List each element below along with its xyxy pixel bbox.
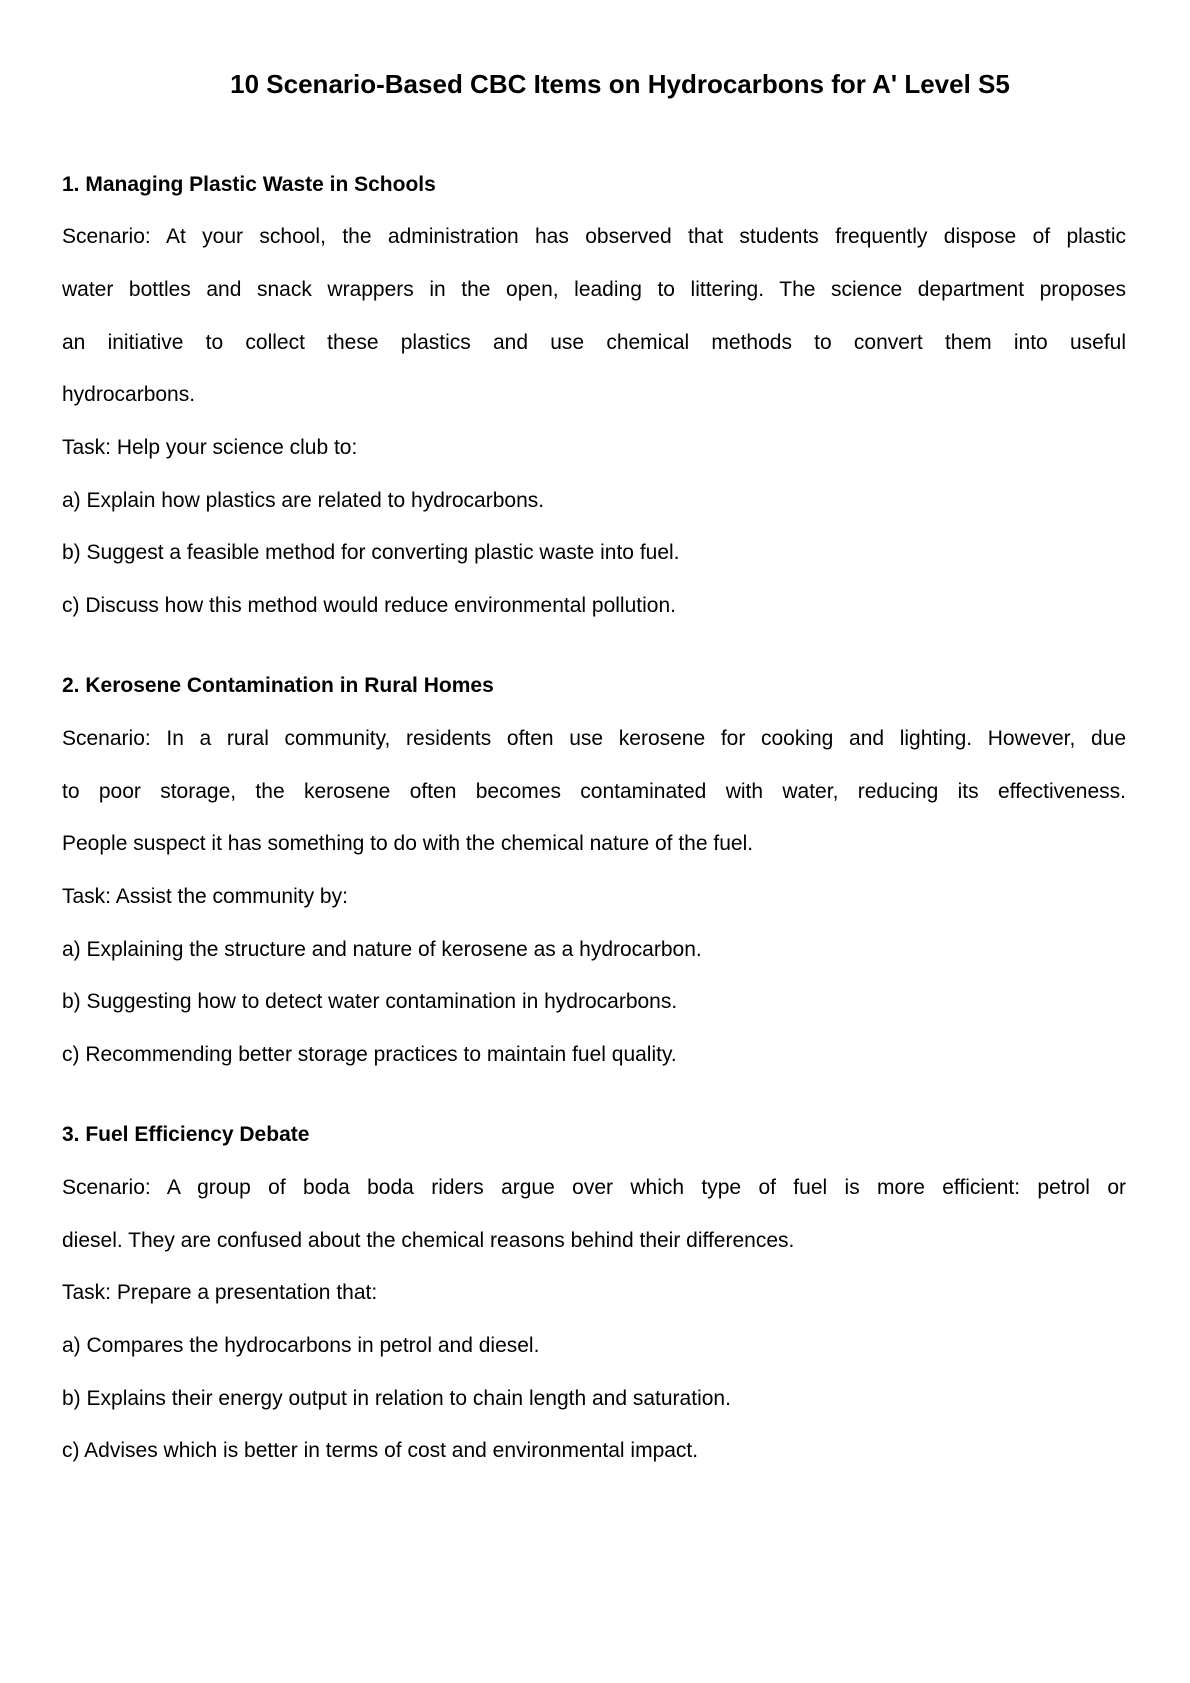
- task-part: b) Suggest a feasible method for converting plastic waste into fuel.: [62, 541, 680, 564]
- scenario-line: an initiative to collect these plastics and use chemical methods to convert them into useful: [62, 331, 1126, 354]
- document-title-text: 10 Scenario-Based CBC Items on Hydrocarbons for A' Level S5: [230, 69, 1010, 99]
- task-part: b) Suggesting how to detect water contamination in hydrocarbons.: [62, 990, 678, 1013]
- scenario-line: diesel. They are confused about the chemical reasons behind their differences.: [62, 1229, 795, 1252]
- task-part: c) Recommending better storage practices to maintain fuel quality.: [62, 1043, 677, 1066]
- item-heading: 1. Managing Plastic Waste in Schools: [62, 173, 436, 196]
- task-part: a) Compares the hydrocarbons in petrol and diesel.: [62, 1334, 540, 1357]
- scenario-line: Scenario: A group of boda boda riders argue over which type of fuel is more efficient: petrol or: [62, 1176, 1126, 1199]
- scenario-line: to poor storage, the kerosene often becomes contaminated with water, reducing its effectiveness.: [62, 780, 1126, 803]
- scenario-line: People suspect it has something to do with the chemical nature of the fuel.: [62, 832, 754, 855]
- scenario-line: water bottles and snack wrappers in the open, leading to littering. The science department proposes: [62, 278, 1126, 301]
- task-part: c) Advises which is better in terms of cost and environmental impact.: [62, 1439, 699, 1462]
- task-line: Task: Assist the community by:: [62, 885, 348, 908]
- task-line: Task: Prepare a presentation that:: [62, 1281, 378, 1304]
- document-title: [0, 64, 1190, 104]
- item-heading: 2. Kerosene Contamination in Rural Homes: [62, 674, 494, 697]
- task-part: a) Explaining the structure and nature of kerosene as a hydrocarbon.: [62, 938, 702, 961]
- task-line: Task: Help your science club to:: [62, 436, 358, 459]
- task-part: c) Discuss how this method would reduce environmental pollution.: [62, 594, 676, 617]
- scenario-line: Scenario: In a rural community, residents often use kerosene for cooking and lighting. However, due: [62, 727, 1126, 750]
- task-part: a) Explain how plastics are related to hydrocarbons.: [62, 489, 545, 512]
- item-heading: 3. Fuel Efficiency Debate: [62, 1123, 310, 1146]
- scenario-line: Scenario: At your school, the administration has observed that students frequently dispose of plastic: [62, 225, 1126, 248]
- task-part: b) Explains their energy output in relation to chain length and saturation.: [62, 1387, 731, 1410]
- scenario-line: hydrocarbons.: [62, 383, 196, 406]
